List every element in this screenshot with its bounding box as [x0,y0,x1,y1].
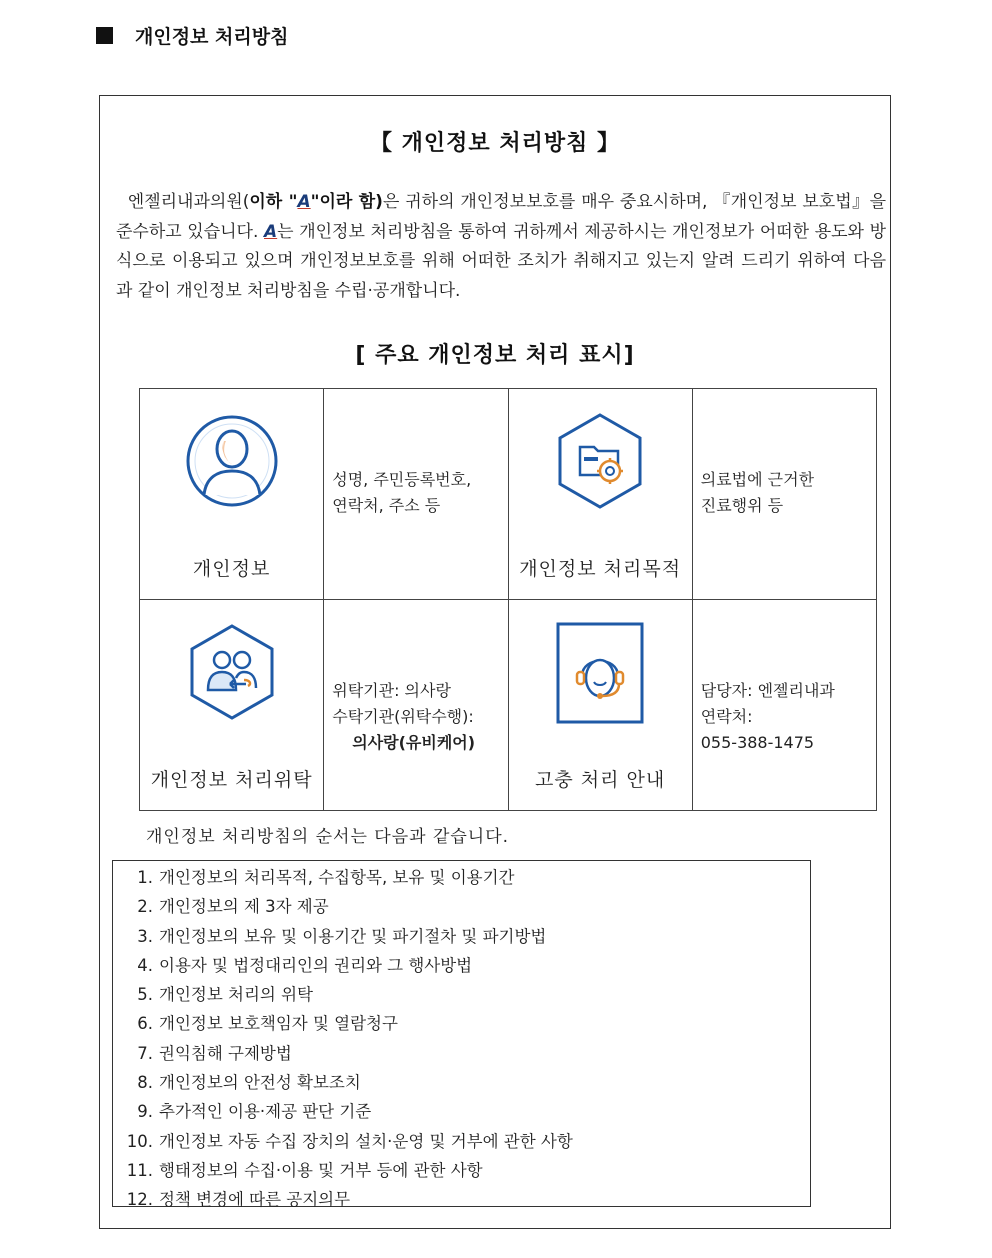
intro-part1: 은 귀하의 개인정보보호를 매우 중요시하며, 『개인정보 보호법』을 준수하고 있습니다. [116,192,887,242]
label-cell-purpose [508,389,692,600]
table-of-contents [112,860,811,1210]
complaint-phone: 055-388-1475 [700,733,815,752]
folder-gear-icon [550,411,650,511]
page-heading [96,22,288,49]
label-complaint: 고충 처리 안내 [535,769,666,791]
org-name: 엔젤리내과의원( [127,192,250,212]
text-cell-complaint [692,600,876,811]
page-heading-text: 개인정보 처리방침 [135,26,289,48]
label-cell-personal-info [140,389,324,600]
label-purpose: 개인정보 처리목적 [519,558,682,580]
toc-item: 1. 개인정보의 처리목적, 수집항목, 보유 및 이용기간 [137,868,515,887]
personal-info-line-1: 성명, 주민등록번호, [332,470,472,489]
label-outsourcing: 개인정보 처리위탁 [150,769,313,791]
outsourcing-line-2: 수탁기관(위탁수행): [332,707,474,726]
order-note: 개인정보 처리방침의 순서는 다음과 같습니다. [146,827,510,847]
toc-item: 12. 정책 변경에 따른 공지의무 [126,1190,351,1210]
text-cell-personal-info [324,389,508,600]
toc-item: 9. 추가적인 이용·제공 판단 기준 [137,1102,372,1122]
alias-prefix: 이하 " [249,192,298,212]
label-cell-complaint [508,600,692,811]
toc-item: 8. 개인정보의 안전성 확보조치 [137,1073,361,1093]
people-transfer-icon [182,622,282,722]
person-icon [182,411,282,511]
document-title: 【 개인정보 처리방침 】 [370,131,620,156]
toc-item: 2. 개인정보의 제 3자 제공 [137,897,329,917]
personal-info-line-2: 연락처, 주소 등 [332,496,441,515]
outsourcing-line-1: 위탁기관: 의사랑 [332,681,451,700]
privacy-labels-table [139,388,877,811]
purpose-line-1: 의료법에 근거한 [700,470,815,489]
label-cell-outsourcing [140,600,324,811]
labels-title: [ 주요 개인정보 처리 표시] [355,343,635,368]
text-cell-outsourcing [324,600,508,811]
label-personal-info: 개인정보 [192,558,271,580]
text-cell-purpose [692,389,876,600]
square-bullet-icon [96,27,113,44]
headset-icon [550,622,650,726]
policy-frame [99,95,891,1229]
toc-item: 5. 개인정보 처리의 위탁 [137,985,313,1005]
outsourcing-trustee: 의사랑(유비케어) [352,733,476,752]
intro-paragraph [116,188,886,306]
complaint-line-2: 연락처: [700,707,753,726]
toc-item: 4. 이용자 및 법정대리인의 권리와 그 행사방법 [137,955,473,975]
purpose-line-2: 진료행위 등 [700,496,784,515]
toc-item: 11. 행태정보의 수집·이용 및 거부 등에 관한 사항 [126,1160,483,1180]
alias-mark: A [297,192,311,212]
intro-part2: 는 개인정보 처리방침을 통하여 귀하께서 제공하시는 개인정보가 어떠한 용도와 방식으로 이용되고 있으며 개인정보보호를 위해 어떠한 조치가 취해지고 있는지 알려 드리기 위하여 다음과 같이 개인정보 처리방침을 수립·공개합니다. [116,221,886,301]
toc-item: 3. 개인정보의 보유 및 이용기간 및 파기절차 및 파기방법 [137,926,547,946]
toc-item: 10. 개인정보 자동 수집 장치의 설치·운영 및 거부에 관한 사항 [126,1131,573,1151]
alias-suffix: "이라 함) [310,192,383,212]
complaint-line-1: 담당자: 엔젤리내과 [700,681,835,700]
toc-item: 7. 권익침해 구제방법 [137,1043,292,1063]
alias-mark-2: A [264,221,278,242]
toc-item: 6. 개인정보 보호책임자 및 열람청구 [137,1014,398,1034]
